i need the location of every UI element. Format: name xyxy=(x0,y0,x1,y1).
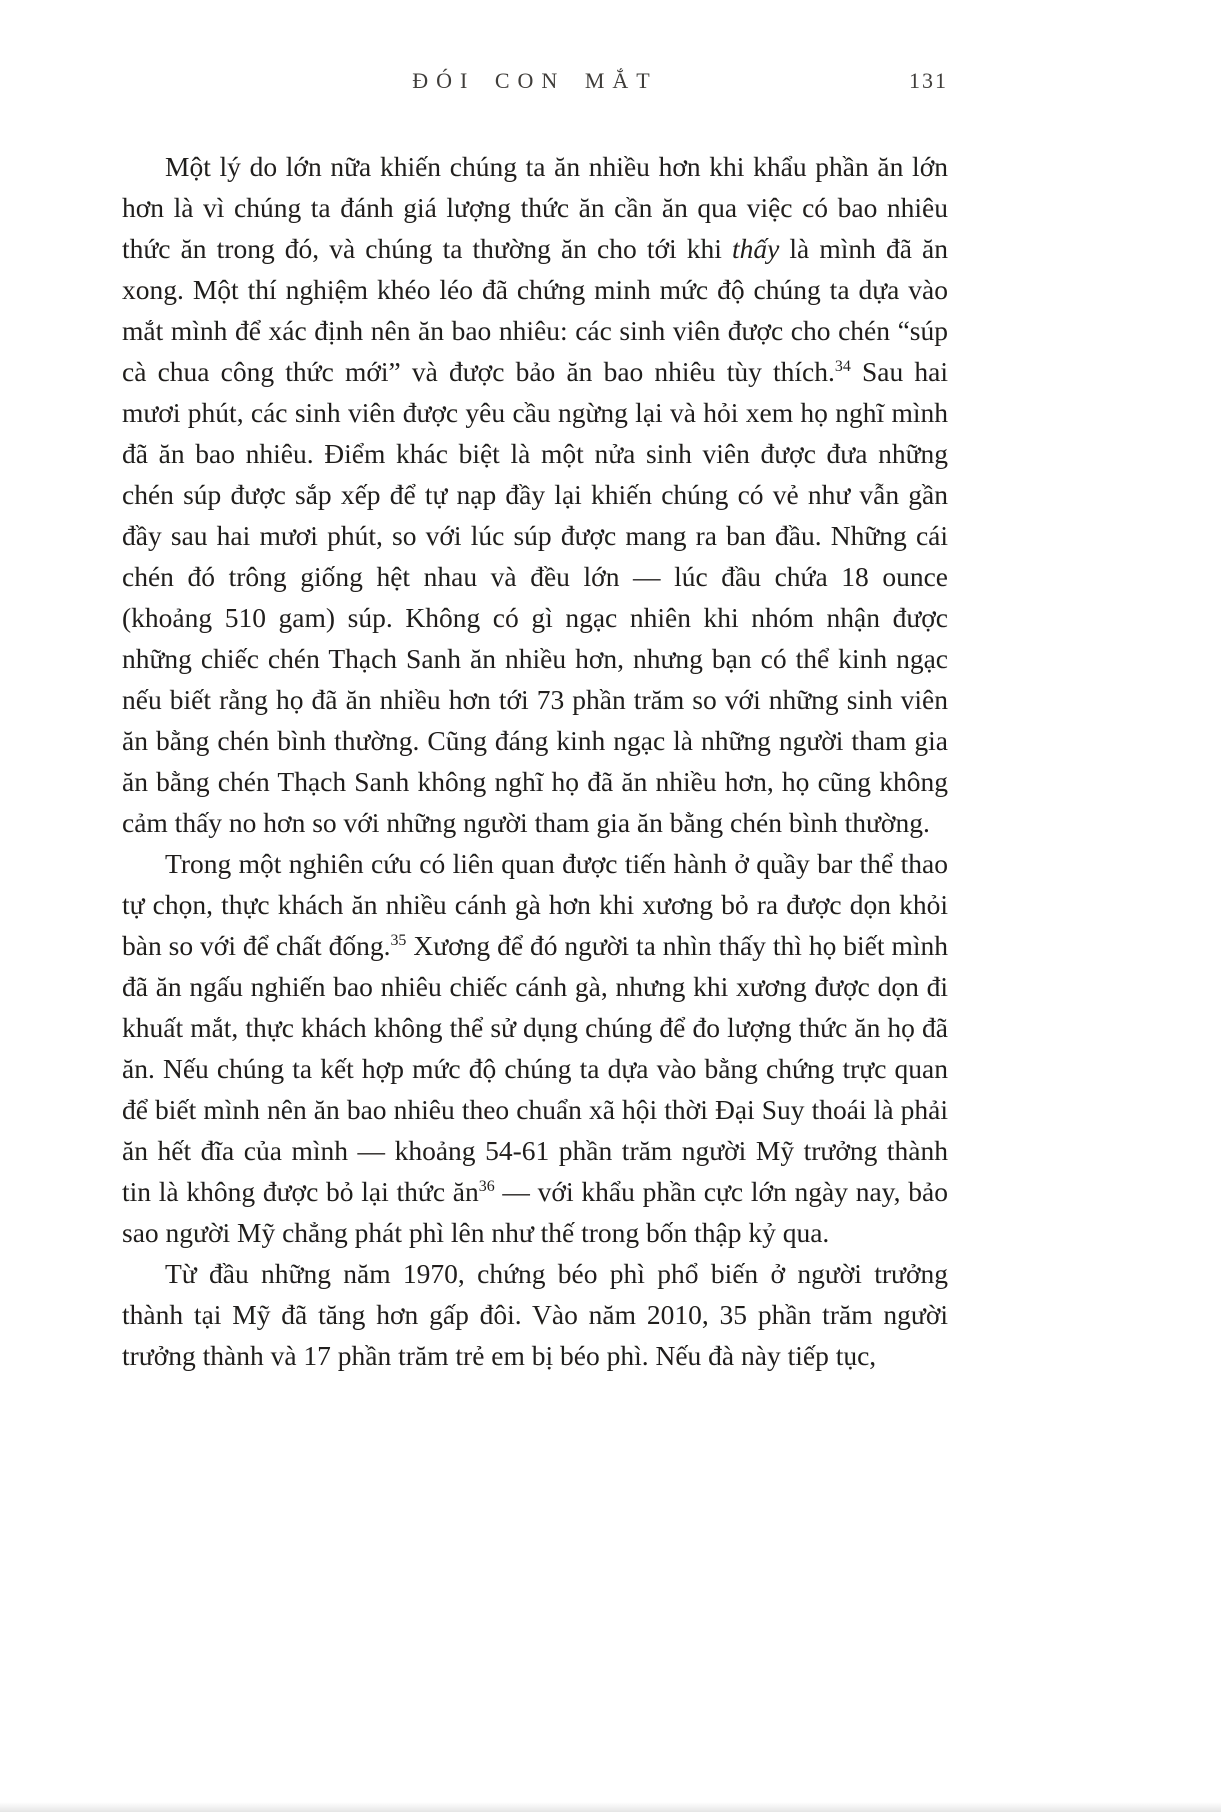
footnote-marker: 35 xyxy=(390,931,407,949)
text-run: Từ đầu những năm 1970, chứng béo phì phổ biến ở người trưởng thành tại Mỹ đã tăng hơn gấp đôi. Vào năm 2010, 35 phần trăm người trưởng thành và 17 phần trăm trẻ em bị béo phì. Nếu đà này tiếp tục, xyxy=(122,1258,948,1371)
text-block xyxy=(122,68,948,1376)
text-run: Xương để đó người ta nhìn thấy thì họ biết mình đã ăn ngấu nghiến bao nhiêu chiếc cánh gà, nhưng khi xương được dọn đi khuất mắt, thực khách không thể sử dụng chúng để đo lượng thức ăn họ đã ăn. Nếu chúng ta kết hợp mức độ chúng ta dựa vào bằng chứng trực quan để biết mình nên ăn bao nhiêu theo chuẩn xã hội thời Đại Suy thoái là phải ăn hết đĩa của mình — khoảng 54-61 phần trăm người Mỹ trưởng thành tin là không được bỏ lại thức ăn xyxy=(122,930,948,1207)
text-run: Trong một nghiên cứu có liên quan được tiến hành ở quầy bar thể thao tự chọn, thực khách ăn nhiều cánh gà hơn khi xương bỏ ra được dọn khỏi bàn so với để chất đống. xyxy=(122,848,948,961)
text-run: — với khẩu phần cực lớn ngày nay, bảo sao người Mỹ chẳng phát phì lên như thế trong bốn thập kỷ qua. xyxy=(122,1176,948,1248)
footnote-marker: 34 xyxy=(834,357,851,375)
page-header xyxy=(122,68,948,102)
running-title: ĐÓI CON MẮT xyxy=(412,68,658,93)
paragraph xyxy=(122,1253,948,1376)
text-run: thấy xyxy=(731,233,780,264)
footnote-marker: 36 xyxy=(478,1177,495,1195)
text-run: là mình đã ăn xong. Một thí nghiệm khéo léo đã chứng minh mức độ chúng ta dựa vào mắt mình để xác định nên ăn bao nhiêu: các sinh viên được cho chén “súp cà chua công thức mới” và được bảo ăn bao nhiêu tùy thích. xyxy=(122,233,948,387)
paragraph xyxy=(122,843,948,1253)
paragraph xyxy=(122,146,948,843)
page-number: 131 xyxy=(909,68,948,93)
page-body xyxy=(122,146,948,1376)
text-run: Sau hai mươi phút, các sinh viên được yêu cầu ngừng lại và hỏi xem họ nghĩ mình đã ăn bao nhiêu. Điểm khác biệt là một nửa sinh viên được đưa những chén súp được sắp xếp để tự nạp đầy lại khiến chúng có vẻ như vẫn gần đầy sau hai mươi phút, so với lúc súp được mang ra ban đầu. Những cái chén đó trông giống hệt nhau và đều lớn — lúc đầu chứa 18 ounce (khoảng 510 gam) súp. Không có gì ngạc nhiên khi nhóm nhận được những chiếc chén Thạch Sanh ăn nhiều hơn, nhưng bạn có thể kinh ngạc nếu biết rằng họ đã ăn nhiều hơn tới 73 phần trăm so với những sinh viên ăn bằng chén bình thường. Cũng đáng kinh ngạc là những người tham gia ăn bằng chén Thạch Sanh không nghĩ họ đã ăn nhiều hơn, họ cũng không cảm thấy no hơn so với những người tham gia ăn bằng chén bình thường. xyxy=(122,356,948,838)
text-run: Một lý do lớn nữa khiến chúng ta ăn nhiều hơn khi khẩu phần ăn lớn hơn là vì chúng ta đánh giá lượng thức ăn cần ăn qua việc có bao nhiêu thức ăn trong đó, và chúng ta thường ăn cho tới khi xyxy=(122,151,948,264)
